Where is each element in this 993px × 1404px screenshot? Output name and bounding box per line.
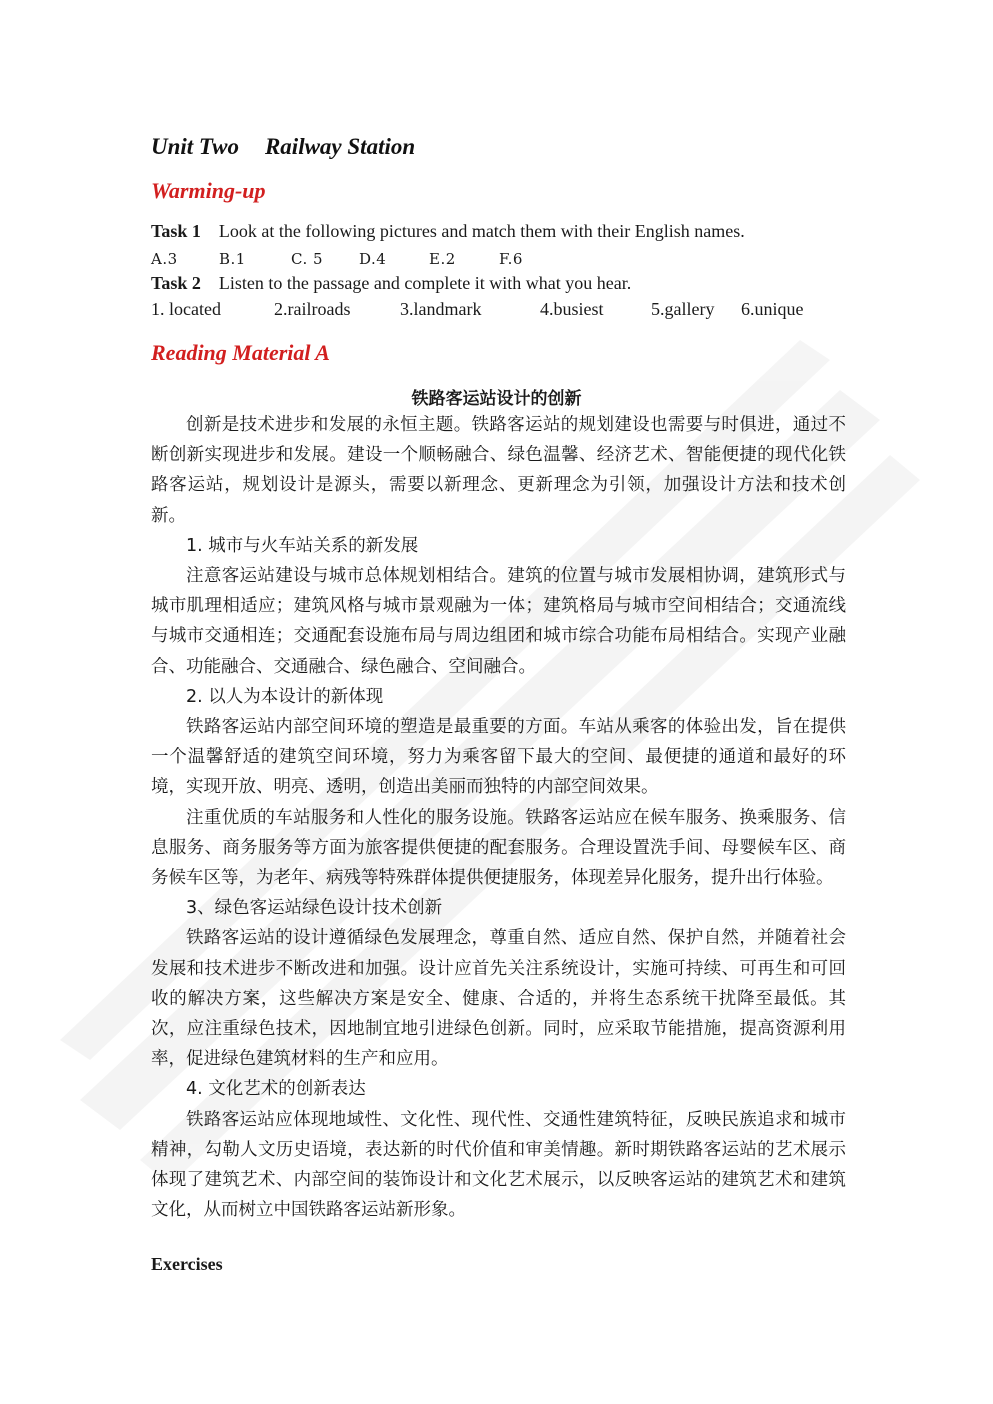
- task2-answer: 3.landmark: [400, 299, 482, 319]
- task2-answer: 5.gallery: [651, 299, 715, 319]
- subheading: 2. 以人为本设计的新体现: [186, 686, 384, 707]
- reading-heading: Reading Material A: [151, 340, 330, 365]
- task1-answer: F.6: [499, 250, 523, 268]
- article-body: [151, 410, 846, 1225]
- paragraph: 注重优质的车站服务和人性化的服务设施。铁路客运站应在候车服务、换乘服务、信息服务、商务服务等方面为旅客提供便捷的配套服务。合理设置洗手间、母婴候车区、商务候车区等，为老年、病残等特殊群体提供便捷服务，体现差异化服务，提升出行体验。: [151, 807, 846, 889]
- task1-line: [151, 221, 745, 242]
- task2-answer: 1. located: [151, 299, 221, 319]
- article-title: 铁路客运站设计的创新: [411, 389, 582, 409]
- subheading: 4. 文化艺术的创新表达: [186, 1079, 366, 1100]
- paragraph: 注意客运站建设与城市总体规划相结合。建筑的位置与城市发展相协调，建筑形式与城市肌理相适应；建筑风格与城市景观融为一体；建筑格局与城市空间相结合；交通流线与城市交通相连；交通配套设施布局与周边组团和城市综合功能布局相结合。实现产业融合、功能融合、交通融合、绿色融合、空间融合。: [151, 566, 846, 677]
- task1-answer: B.1: [219, 250, 246, 268]
- paragraph: 铁路客运站的设计遵循绿色发展理念，尊重自然、适应自然、保护自然，并随着社会发展和技术进步不断改进和加强。设计应首先关注系统设计，实施可持续、可再生和可回收的解决方案，这些解决方案是安全、健康、合适的，并将生态系统干扰降至最低。其次，应注重绿色技术，因地制宜地引进绿色创新。同时，应采取节能措施，提高资源利用率，促进绿色建筑材料的生产和应用。: [151, 928, 846, 1070]
- subheading: 3、绿色客运站绿色设计技术创新: [186, 898, 443, 919]
- task1-answer: C. 5: [291, 250, 324, 268]
- task2-label: Task 2: [151, 273, 201, 293]
- unit-name: Railway Station: [264, 134, 416, 159]
- warming-up-heading: Warming-up: [151, 178, 266, 203]
- task1-answer: D.4: [359, 250, 387, 268]
- task1-label: Task 1: [151, 221, 201, 241]
- task1-instruction: Look at the following pictures and match them with their English names.: [218, 221, 745, 241]
- unit-label: Unit Two: [151, 134, 239, 159]
- task2-answers: [151, 299, 804, 320]
- task2-line: [151, 273, 631, 294]
- unit-title: [151, 134, 415, 160]
- paragraph: 创新是技术进步和发展的永恒主题。铁路客运站的规划建设也需要与时俱进，通过不断创新实现进步和发展。建设一个顺畅融合、绿色温馨、经济艺术、智能便捷的现代化铁路客运站，规划设计是源头，需要以新理念、更新理念为引领，加强设计方法和技术创新。: [151, 415, 846, 526]
- subheading: 1. 城市与火车站关系的新发展: [186, 535, 419, 556]
- task2-answer: 4.busiest: [540, 299, 604, 319]
- task1-answers: [151, 250, 523, 268]
- task1-answer: A.3: [151, 250, 178, 268]
- task1-answer: E.2: [429, 250, 456, 268]
- paragraph: 铁路客运站应体现地域性、文化性、现代性、交通性建筑特征，反映民族追求和城市精神，勾勒人文历史语境，表达新的时代价值和审美情趣。新时期铁路客运站的艺术展示体现了建筑艺术、内部空间的装饰设计和文化艺术展示，以反映客运站的建筑艺术和建筑文化，从而树立中国铁路客运站新形象。: [151, 1109, 846, 1221]
- task2-answer: 2.railroads: [274, 299, 351, 319]
- exercises-heading: Exercises: [151, 1254, 223, 1274]
- task2-instruction: Listen to the passage and complete it with what you hear.: [218, 273, 632, 293]
- paragraph: 铁路客运站内部空间环境的塑造是最重要的方面。车站从乘客的体验出发，旨在提供一个温馨舒适的建筑空间环境，努力为乘客留下最大的空间、最便捷的通道和最好的环境，实现开放、明亮、透明，创造出美丽而独特的内部空间效果。: [151, 717, 846, 798]
- task2-answer: 6.unique: [741, 299, 804, 319]
